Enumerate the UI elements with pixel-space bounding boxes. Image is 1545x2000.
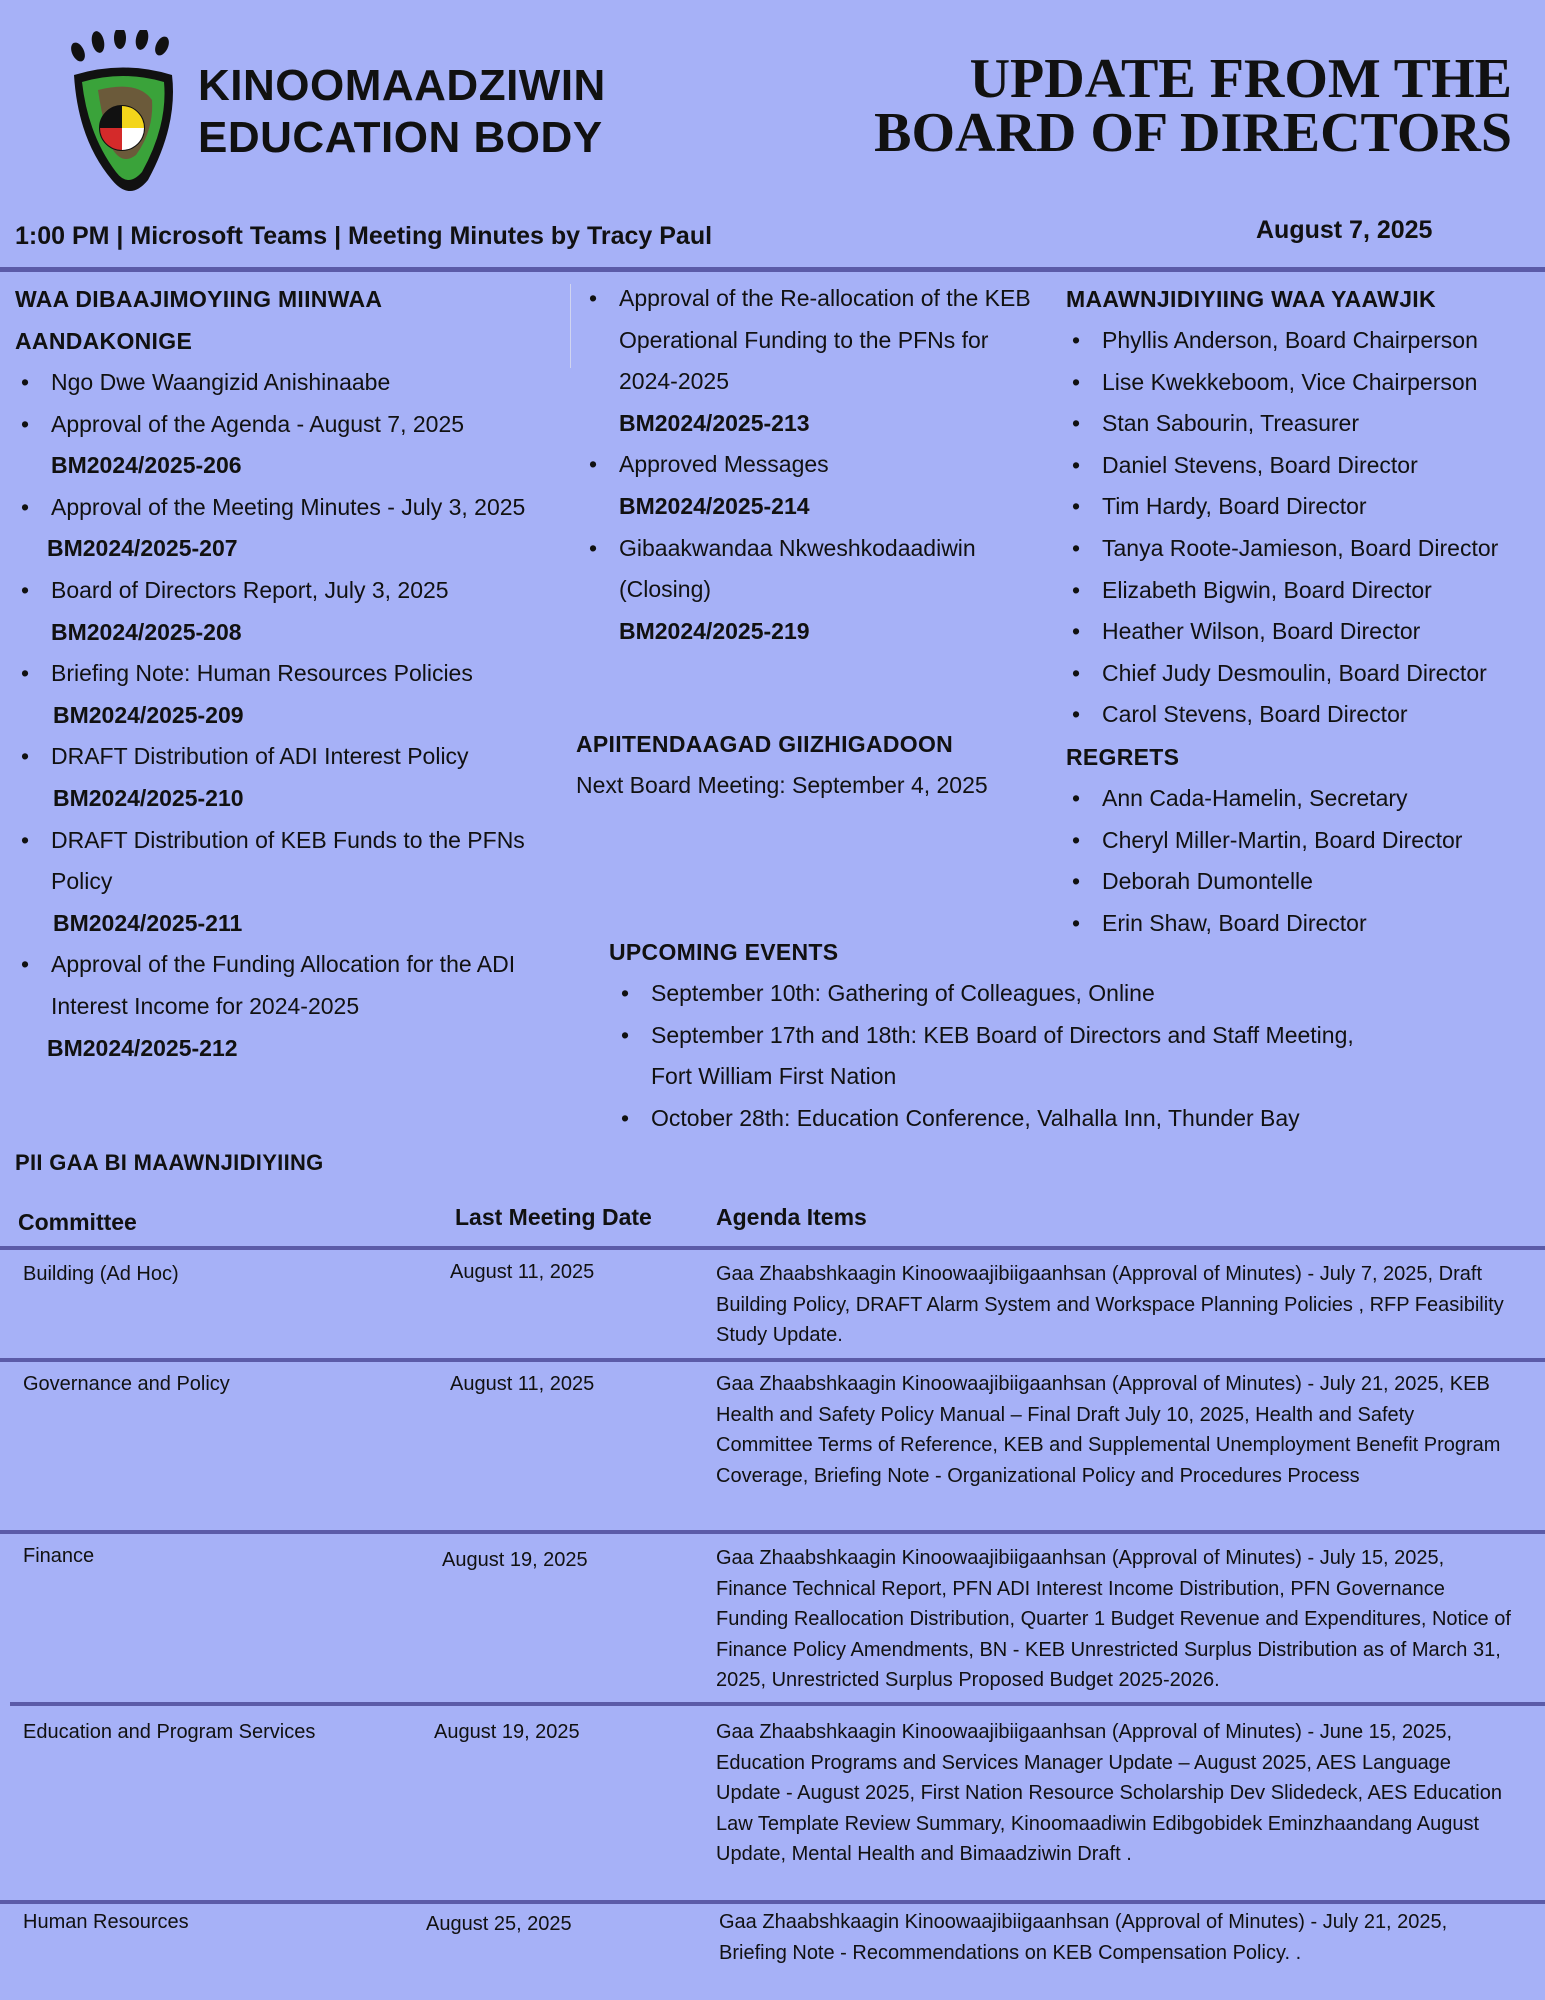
- agenda-item: [15, 487, 565, 570]
- agenda-heading-line1: WAA DIBAAJIMOYIING MIINWAA: [15, 286, 383, 312]
- column-header-agenda-items: Agenda Items: [716, 1204, 867, 1230]
- committee-date: August 11, 2025: [450, 1261, 595, 1283]
- attendee: • Tim Hardy, Board Director: [1066, 486, 1536, 528]
- keb-logo: [68, 30, 186, 200]
- regret-attendee: • Erin Shaw, Board Director: [1066, 903, 1536, 945]
- column-header-committee: Committee: [18, 1209, 137, 1235]
- column-header-last-meeting-date: Last Meeting Date: [455, 1204, 652, 1230]
- regrets-heading: REGRETS: [1066, 744, 1180, 770]
- agenda-item-text: Ngo Dwe Waangizid Anishinaabe: [51, 369, 391, 395]
- committee-agenda: Gaa Zhaabshkaagin Kinoowaajibiigaanhsan (Approval of Minutes) - June 15, 2025, Education Programs and Services Manager Update – August 2025, AES Language Update - August 2025, First Nation Resource Scholarship Dev Slidedeck, AES Education Law Template Review Summary, Kinoomaadiwin Edibgobidek Eminzhaandang August Update, Mental Health and Bimaadziwin Draft .: [716, 1721, 1502, 1865]
- attendee: • Tanya Roote-Jamieson, Board Director: [1066, 528, 1536, 570]
- events-heading: UPCOMING EVENTS: [609, 939, 839, 965]
- event-item: • September 10th: Gathering of Colleagues, Online: [615, 973, 1395, 1015]
- agenda-item: [15, 944, 581, 1069]
- agenda-item-text: Approval of the Meeting Minutes - July 3, 2025: [51, 493, 526, 520]
- committee-agenda: Gaa Zhaabshkaagin Kinoowaajibiigaanhsan (Approval of Minutes) - July 21, 2025, Briefing Note - Recommendations on KEB Compensation Policy. .: [719, 1911, 1448, 1964]
- agenda-item-text: Approval of the Funding Allocation for the ADI Interest Income for 2024-2025: [51, 951, 516, 1019]
- motion-code: BM2024/2025-208: [51, 618, 242, 645]
- committee-date: August 19, 2025: [434, 1721, 580, 1743]
- agenda-item: [15, 362, 565, 404]
- header-divider: [0, 267, 1545, 272]
- agenda-item-text: Briefing Note: Human Resources Policies: [51, 660, 473, 687]
- agenda-item-text: DRAFT Distribution of KEB Funds to the PFNs Policy: [51, 826, 525, 895]
- meeting-info: 1:00 PM | Microsoft Teams | Meeting Minutes by Tracy Paul: [15, 222, 713, 250]
- agenda-item: [15, 570, 565, 653]
- committee-agenda: Gaa Zhaabshkaagin Kinoowaajibiigaanhsan (Approval of Minutes) - July 21, 2025, KEB Health and Safety Policy Manual – Final Draft July 10, 2025, Health and Safety Committee Terms of Reference, KEB and Supplemental Unemployment Benefit Program Coverage, Briefing Note - Organizational Policy and Procedures Process: [716, 1373, 1501, 1487]
- agenda-heading-line2: AANDAKONIGE: [15, 328, 193, 354]
- motion-code: BM2024/2025-209: [53, 701, 244, 728]
- motion-code: BM2024/2025-207: [47, 535, 238, 562]
- agenda-item-text: DRAFT Distribution of ADI Interest Policy: [51, 743, 469, 770]
- row-divider: [0, 1900, 1545, 1904]
- attendee: • Elizabeth Bigwin, Board Director: [1066, 570, 1536, 612]
- row-divider: [0, 1530, 1545, 1534]
- committee-name: Finance: [23, 1545, 95, 1567]
- attendee: • Phyllis Anderson, Board Chairperson: [1066, 320, 1536, 362]
- committees-heading: PII GAA BI MAAWNJIDIYIING: [15, 1150, 324, 1175]
- agenda-item-text: Approved Messages: [619, 451, 829, 478]
- agenda-item: [583, 444, 1038, 527]
- motion-code: BM2024/2025-211: [53, 909, 243, 936]
- committee-name: Human Resources: [23, 1911, 189, 1933]
- event-item: • September 17th and 18th: KEB Board of Directors and Staff Meeting, Fort William First Nation: [615, 1015, 1391, 1098]
- agenda-item-text: Approval of the Re-allocation of the KEB Operational Funding to the PFNs for 2024-2025: [619, 285, 1031, 395]
- motion-code: BM2024/2025-213: [619, 409, 810, 436]
- agenda-item-text: Approval of the Agenda - August 7, 2025: [51, 410, 465, 437]
- motion-code: BM2024/2025-214: [619, 492, 810, 519]
- events-list: [615, 973, 1395, 1139]
- attendees-list: [1066, 320, 1536, 736]
- table-header-divider: [0, 1246, 1545, 1250]
- title-line1: UPDATE FROM THE: [969, 48, 1512, 110]
- committee-name: Education and Program Services: [23, 1721, 316, 1743]
- attendee: • Heather Wilson, Board Director: [1066, 611, 1536, 653]
- committee-date: August 25, 2025: [426, 1913, 572, 1935]
- agenda-item: [15, 736, 565, 819]
- committee-name: Governance and Policy: [23, 1373, 230, 1395]
- agenda-heading: [15, 278, 382, 362]
- attendee: • Stan Sabourin, Treasurer: [1066, 403, 1536, 445]
- regret-attendee: • Deborah Dumontelle: [1066, 861, 1536, 903]
- agenda-list-continued: [583, 278, 1038, 652]
- agenda-item: [15, 820, 561, 945]
- motion-code: BM2024/2025-219: [619, 617, 810, 644]
- regret-attendee: • Ann Cada-Hamelin, Secretary: [1066, 778, 1536, 820]
- org-name-line1: KINOOMAADZIWIN: [198, 61, 606, 110]
- attendee: • Lise Kwekkeboom, Vice Chairperson: [1066, 362, 1536, 404]
- attendees-heading: MAAWNJIDIYIING WAA YAAWJIK: [1066, 286, 1436, 312]
- meeting-date: August 7, 2025: [1256, 216, 1433, 244]
- title-line2: BOARD OF DIRECTORS: [874, 102, 1512, 164]
- regrets-list: [1066, 778, 1536, 944]
- motion-code: BM2024/2025-206: [51, 452, 242, 479]
- agenda-item-text: Board of Directors Report, July 3, 2025: [51, 576, 449, 603]
- motion-code: BM2024/2025-210: [53, 784, 244, 811]
- org-name-line2: EDUCATION BODY: [198, 113, 603, 162]
- document-title: [874, 48, 1512, 164]
- organization-name: [198, 60, 606, 164]
- agenda-item-text: Gibaakwandaa Nkweshkodaadiwin (Closing): [619, 534, 976, 603]
- attendee: • Carol Stevens, Board Director: [1066, 694, 1536, 736]
- committee-date: August 11, 2025: [450, 1373, 595, 1395]
- regret-attendee: • Cheryl Miller-Martin, Board Director: [1066, 820, 1536, 862]
- attendee: • Daniel Stevens, Board Director: [1066, 445, 1536, 487]
- agenda-item: [15, 653, 565, 736]
- agenda-item: [583, 528, 1039, 653]
- committee-agenda: Gaa Zhaabshkaagin Kinoowaajibiigaanhsan (Approval of Minutes) - July 7, 2025, Draft Building Policy, DRAFT Alarm System and Workspace Planning Policies , RFP Feasibility Study Update.: [716, 1263, 1504, 1346]
- agenda-list: [15, 362, 565, 1069]
- committee-agenda: Gaa Zhaabshkaagin Kinoowaajibiigaanhsan (Approval of Minutes) - July 15, 2025, Finance Technical Report, PFN ADI Interest Income Distribution, PFN Governance Funding Reallocation Distribution, Quarter 1 Budget Revenue and Expenditures, Notice of Finance Policy Amendments, BN - KEB Unrestricted Surplus Distribution as of March 31, 2025, Unrestricted Surplus Proposed Budget 2025-2026.: [716, 1547, 1511, 1691]
- agenda-item: [583, 278, 1038, 444]
- event-item: • October 28th: Education Conference, Valhalla Inn, Thunder Bay: [615, 1098, 1395, 1140]
- agenda-item: [15, 404, 565, 487]
- next-meeting-text: Next Board Meeting: September 4, 2025: [576, 772, 988, 798]
- attendee: • Chief Judy Desmoulin, Board Director: [1066, 653, 1536, 695]
- row-divider: [10, 1702, 1545, 1706]
- row-divider: [0, 1358, 1545, 1362]
- next-meeting-heading: APIITENDAAGAD GIIZHIGADOON: [576, 731, 954, 757]
- motion-code: BM2024/2025-212: [47, 1034, 238, 1061]
- committee-date: August 19, 2025: [442, 1549, 588, 1571]
- committee-name: Building (Ad Hoc): [23, 1263, 179, 1285]
- column-divider: [570, 284, 571, 368]
